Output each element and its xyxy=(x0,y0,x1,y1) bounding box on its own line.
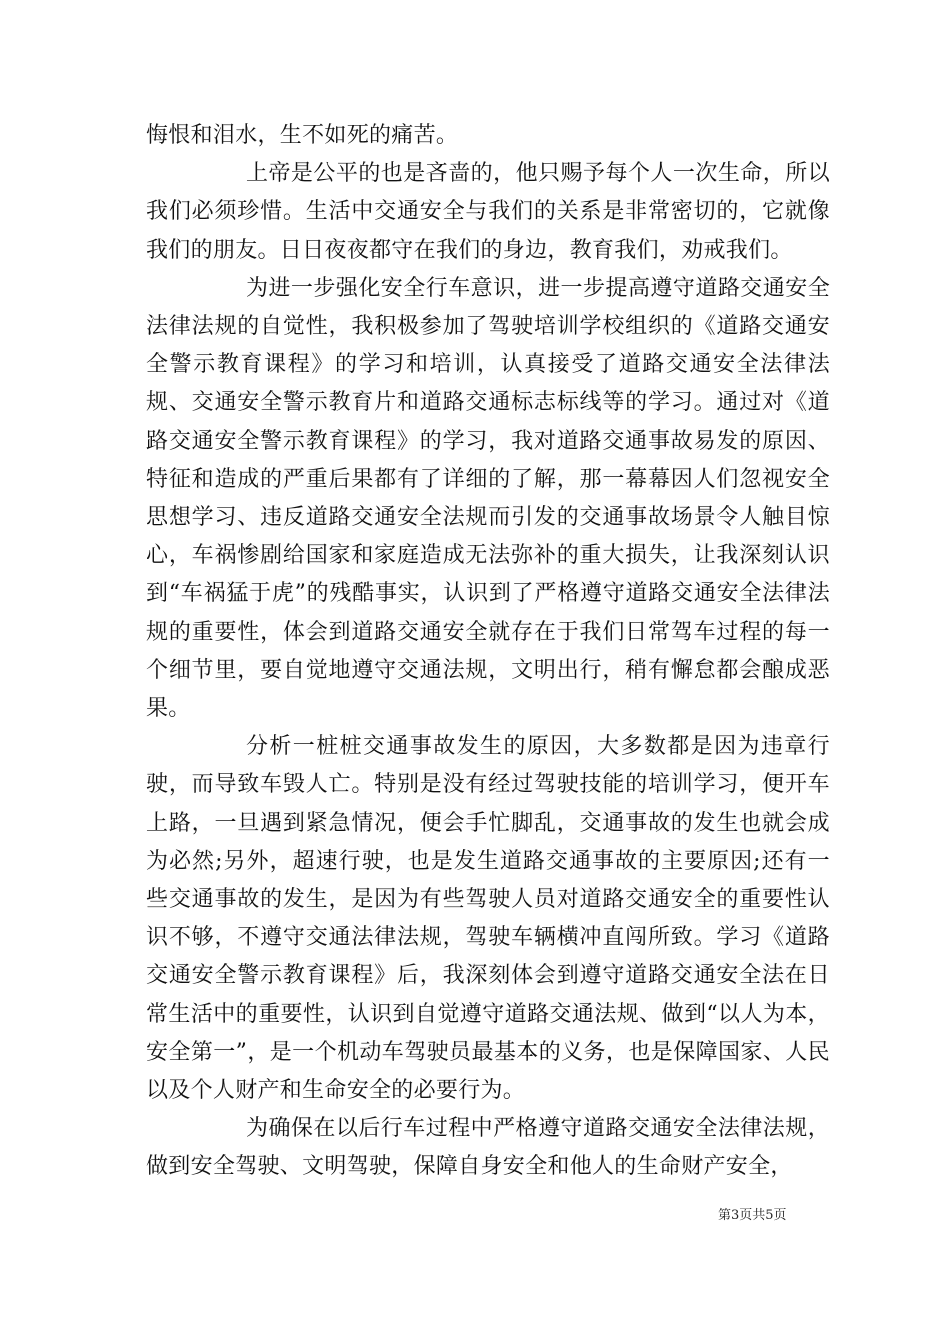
paragraph-2: 上帝是公平的也是吝啬的，他只赐予每个人一次生命，所以我们必须珍惜。生活中交通安全与我们的关系是非常密切的，它就像我们的朋友。日日夜夜都守在我们的身边，教育我们，劝戒我们。 xyxy=(146,161,830,263)
page-number-label: 第3页共5页 xyxy=(718,1208,787,1223)
paragraph-1: 悔恨和泪水，生不如死的痛苦。 xyxy=(146,123,459,148)
paragraph-4: 分析一桩桩交通事故发生的原因，大多数都是因为违章行驶，而导致车毁人亡。特别是没有经过驾驶技能的培训学习，便开车上路，一旦遇到紧急情况，便会手忙脚乱，交通事故的发生也就会成为必然;另外，超速行驶，也是发生道路交通事故的主要原因;还有一些交通事故的发生，是因为有些驾驶人员对道路交通安全的重要性认识不够，不遵守交通法律法规，驾驶车辆横冲直闯所致。学习《道路交通安全警示教育课程》后，我深刻体会到遵守道路交通安全法在日常生活中的重要性，认识到自觉遵守道路交通法规、做到“以人为本，安全第一”，是一个机动车驾驶员最基本的义务，也是保障国家、人民以及个人财产和生命安全的必要行为。 xyxy=(146,734,830,1104)
document-body xyxy=(146,117,830,1187)
paragraph-3: 为进一步强化安全行车意识，进一步提高遵守道路交通安全法律法规的自觉性，我积极参加了驾驶培训学校组织的《道路交通安全警示教育课程》的学习和培训，认真接受了道路交通安全法律法规、交通安全警示教育片和道路交通标志标线等的学习。通过对《道路交通安全警示教育课程》的学习，我对道路交通事故易发的原因、特征和造成的严重后果都有了详细的了解，那一幕幕因人们忽视安全思想学习、违反道路交通安全法规而引发的交通事故场景令人触目惊心，车祸惨剧给国家和家庭造成无法弥补的重大损失，让我深刻认识到“车祸猛于虎”的残酷事实，认识到了严格遵守道路交通安全法律法规的重要性，体会到道路交通安全就存在于我们日常驾车过程的每一个细节里，要自觉地遵守交通法规，文明出行，稍有懈怠都会酿成恶果。 xyxy=(146,275,830,722)
paragraph-5: 为确保在以后行车过程中严格遵守道路交通安全法律法规，做到安全驾驶、文明驾驶，保障自身安全和他人的生命财产安全， xyxy=(146,1116,830,1180)
page-footer xyxy=(0,1206,950,1226)
